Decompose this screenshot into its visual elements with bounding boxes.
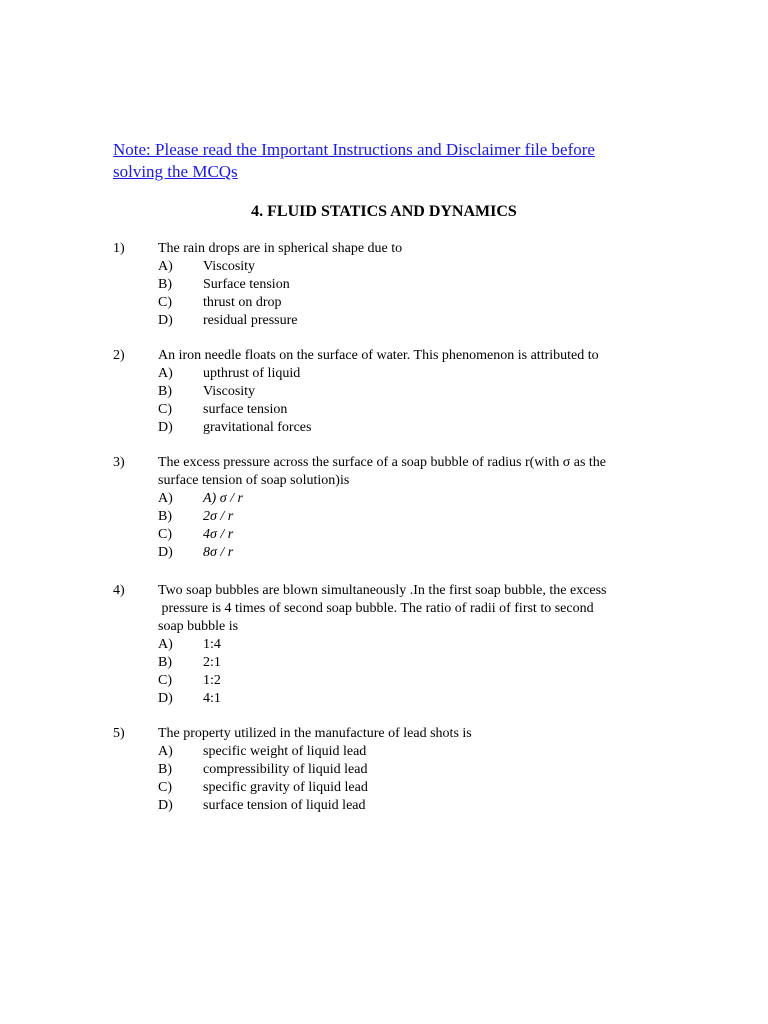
option-text: 4σ / r (203, 527, 234, 542)
option-text: residual pressure (203, 313, 298, 328)
option-letter: A) (158, 637, 173, 652)
option-text: 8σ / r (203, 545, 234, 560)
question-text: An iron needle floats on the surface of water. This phenomenon is attributed to (158, 348, 599, 363)
question-text-continued: pressure is 4 times of second soap bubble. The ratio of radii of first to second (158, 601, 594, 616)
option-letter: B) (158, 277, 172, 292)
option-letter: A) (158, 744, 173, 759)
option-text: compressibility of liquid lead (203, 762, 368, 777)
question-text: The property utilized in the manufacture of lead shots is (158, 726, 472, 741)
page-title: 4. FLUID STATICS AND DYNAMICS (251, 203, 517, 220)
option-text: A) σ / r (203, 491, 243, 506)
question-number: 2) (113, 348, 125, 363)
option-letter: B) (158, 509, 172, 524)
option-text: 1:2 (203, 673, 221, 688)
option-text: 4:1 (203, 691, 221, 706)
option-text: surface tension (203, 402, 288, 417)
option-letter: A) (158, 491, 173, 506)
question-text: The excess pressure across the surface of a soap bubble of radius r(with σ as the (158, 455, 606, 470)
option-letter: A) (158, 259, 173, 274)
question-text-continued: soap bubble is (158, 619, 239, 634)
option-letter: C) (158, 780, 172, 795)
question-text: Two soap bubbles are blown simultaneously .In the first soap bubble, the excess (158, 583, 607, 598)
note-line-2[interactable]: solving the MCQs (113, 162, 238, 181)
option-letter: C) (158, 402, 172, 417)
option-text: 2σ / r (203, 509, 234, 524)
option-letter: B) (158, 762, 172, 777)
option-letter: B) (158, 384, 172, 399)
question-number: 4) (113, 583, 125, 598)
option-text: Viscosity (203, 384, 256, 399)
note-line-1[interactable]: Note: Please read the Important Instructions and Disclaimer file before (113, 140, 595, 159)
option-letter: C) (158, 673, 172, 688)
option-text: Surface tension (203, 277, 290, 292)
option-letter: A) (158, 366, 173, 381)
option-letter: D) (158, 691, 173, 706)
question-text: The rain drops are in spherical shape due to (158, 241, 403, 256)
option-text: thrust on drop (203, 295, 282, 310)
option-letter: D) (158, 313, 173, 328)
question-number: 3) (113, 455, 125, 470)
option-text: Viscosity (203, 259, 256, 274)
option-letter: B) (158, 655, 172, 670)
question-number: 1) (113, 241, 125, 256)
option-letter: C) (158, 295, 172, 310)
option-letter: C) (158, 527, 172, 542)
option-text: 2:1 (203, 655, 221, 670)
option-text: surface tension of liquid lead (203, 798, 366, 813)
option-letter: D) (158, 545, 173, 560)
option-letter: D) (158, 420, 173, 435)
question-number: 5) (113, 726, 125, 741)
option-letter: D) (158, 798, 173, 813)
option-text: 1:4 (203, 637, 221, 652)
option-text: specific gravity of liquid lead (203, 780, 368, 795)
option-text: specific weight of liquid lead (203, 744, 367, 759)
option-text: upthrust of liquid (203, 366, 301, 381)
option-text: gravitational forces (203, 420, 312, 435)
question-text-continued: surface tension of soap solution)is (158, 473, 350, 488)
instructions-note-link[interactable] (113, 139, 633, 183)
